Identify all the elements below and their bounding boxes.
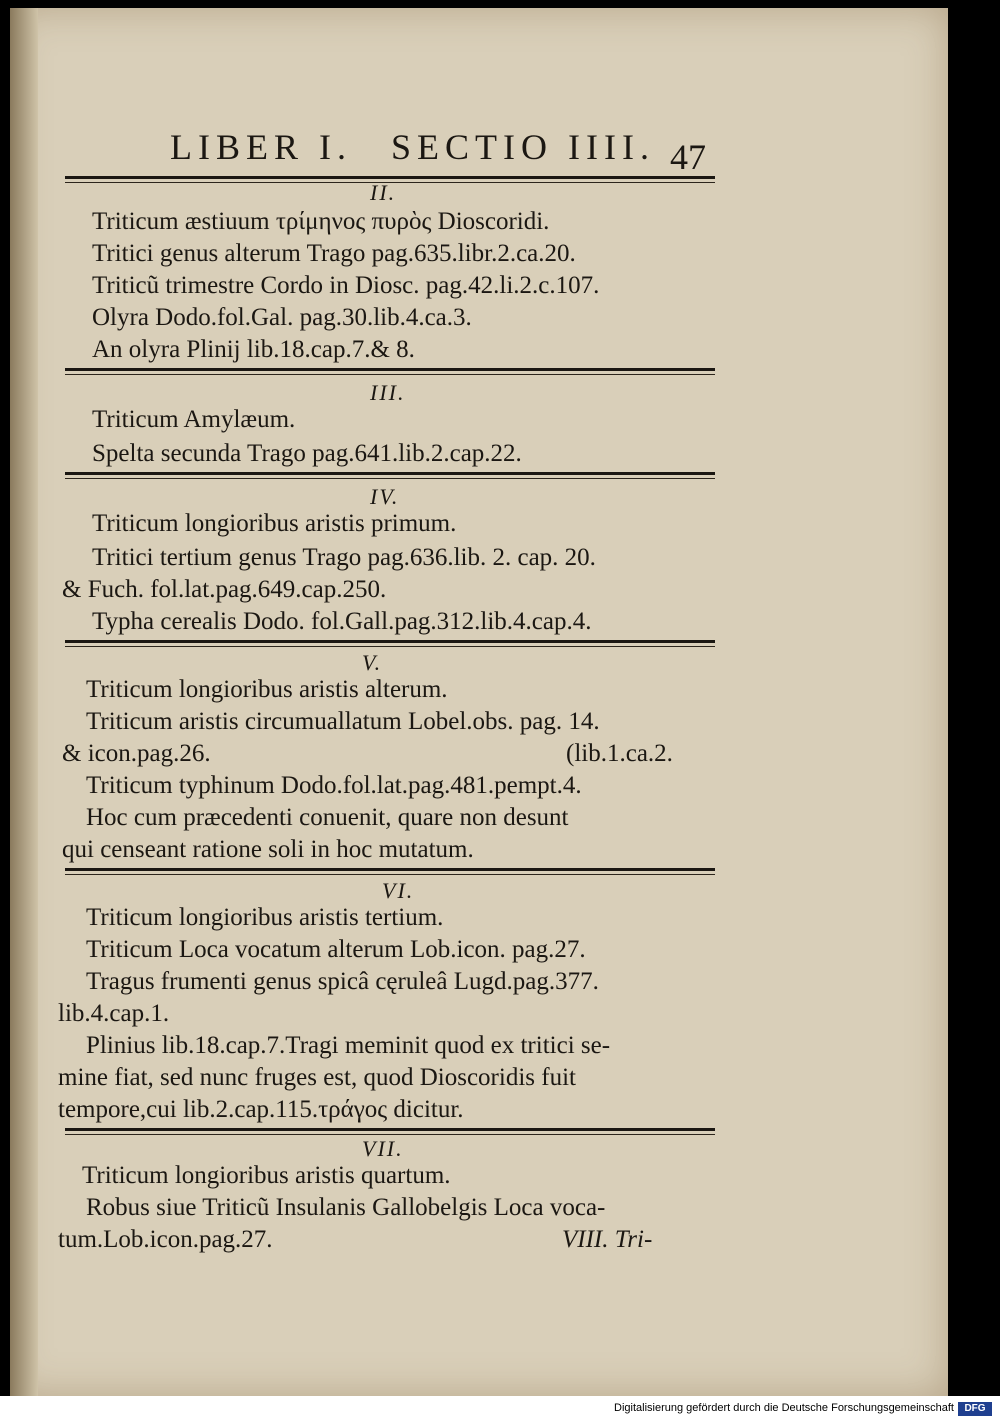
section-number: IV. xyxy=(370,484,400,509)
catchword: VIII. Tri- xyxy=(562,1226,653,1253)
text-line: Triticum longioribus aristis quartum. xyxy=(82,1162,451,1189)
section-rule xyxy=(65,472,715,475)
text-line: tum.Lob.icon.pag.27. xyxy=(58,1226,273,1253)
text-line: Triticum longioribus aristis tertium. xyxy=(86,904,444,931)
text-line: Spelta secunda Trago pag.641.lib.2.cap.22. xyxy=(92,440,522,467)
text-line: Tragus frumenti genus spicâ cęruleâ Lugd.pag.377. xyxy=(86,968,599,995)
section-rule xyxy=(65,368,715,371)
section-number: V. xyxy=(362,650,383,675)
text-line: Triticum typhinum Dodo.fol.lat.pag.481.pempt.4. xyxy=(86,772,582,799)
dfg-logo: DFG xyxy=(958,1402,992,1416)
header-rule xyxy=(65,176,715,179)
text-line: Typha cerealis Dodo. fol.Gall.pag.312.lib.4.cap.4. xyxy=(92,608,592,635)
text-line: Triticum Loca vocatum alterum Lob.icon. pag.27. xyxy=(86,936,586,963)
text-line: Olyra Dodo.fol.Gal. pag.30.lib.4.ca.3. xyxy=(92,304,472,331)
section-number: VII. xyxy=(362,1136,404,1161)
text-line: Triticum aristis circumuallatum Lobel.obs. pag. 14. xyxy=(86,708,600,735)
text-line: & Fuch. fol.lat.pag.649.cap.250. xyxy=(62,576,387,603)
running-header xyxy=(170,126,655,168)
footer-bar xyxy=(0,1396,1000,1423)
section-number: III. xyxy=(370,380,406,405)
text-line: mine fiat, sed nunc fruges est, quod Dioscoridis fuit xyxy=(58,1064,576,1091)
section-rule xyxy=(65,640,715,643)
text-line: An olyra Plinij lib.18.cap.7.& 8. xyxy=(92,336,415,363)
header-sectio: SECTIO IIII. xyxy=(390,127,655,167)
text-line: & icon.pag.26. xyxy=(62,740,211,767)
text-line: qui censeant ratione soli in hoc mutatum. xyxy=(62,836,474,863)
text-line: Triticum longioribus aristis primum. xyxy=(92,510,457,537)
text-line: Triticum Amylæum. xyxy=(92,406,296,433)
section-rule xyxy=(65,868,715,871)
footer-credit: Digitalisierung gefördert durch die Deutsche Forschungsgemeinschaft xyxy=(614,1402,954,1414)
text-line: Triticum longioribus aristis alterum. xyxy=(86,676,448,703)
page-number: 47 xyxy=(670,137,706,177)
text-line: Tritici tertium genus Trago pag.636.lib. 2. cap. 20. xyxy=(92,544,596,571)
text-line: Tritici genus alterum Trago pag.635.libr.2.ca.20. xyxy=(92,240,576,267)
section-number: VI. xyxy=(382,878,415,903)
text-line: Hoc cum præcedenti conuenit, quare non desunt xyxy=(86,804,569,831)
text-line: Triticum æstiuum τρίμηνος πυρὸς Dioscoridi. xyxy=(92,208,550,235)
text-line: Plinius lib.18.cap.7.Tragi meminit quod ex tritici se- xyxy=(86,1032,611,1059)
book-page xyxy=(10,8,948,1396)
header-liber: LIBER I. xyxy=(170,127,352,167)
text-line: Triticũ trimestre Cordo in Diosc. pag.42.li.2.c.107. xyxy=(92,272,600,299)
section-rule xyxy=(65,1128,715,1131)
text-line: Robus siue Triticũ Insulanis Gallobelgis Loca voca- xyxy=(86,1194,606,1221)
text-line: lib.4.cap.1. xyxy=(58,1000,170,1027)
page-edge xyxy=(10,8,38,1396)
text-line: (lib.1.ca.2. xyxy=(566,740,673,767)
text-line: tempore,cui lib.2.cap.115.τράγος dicitur. xyxy=(58,1096,464,1123)
section-number: II. xyxy=(370,180,397,205)
